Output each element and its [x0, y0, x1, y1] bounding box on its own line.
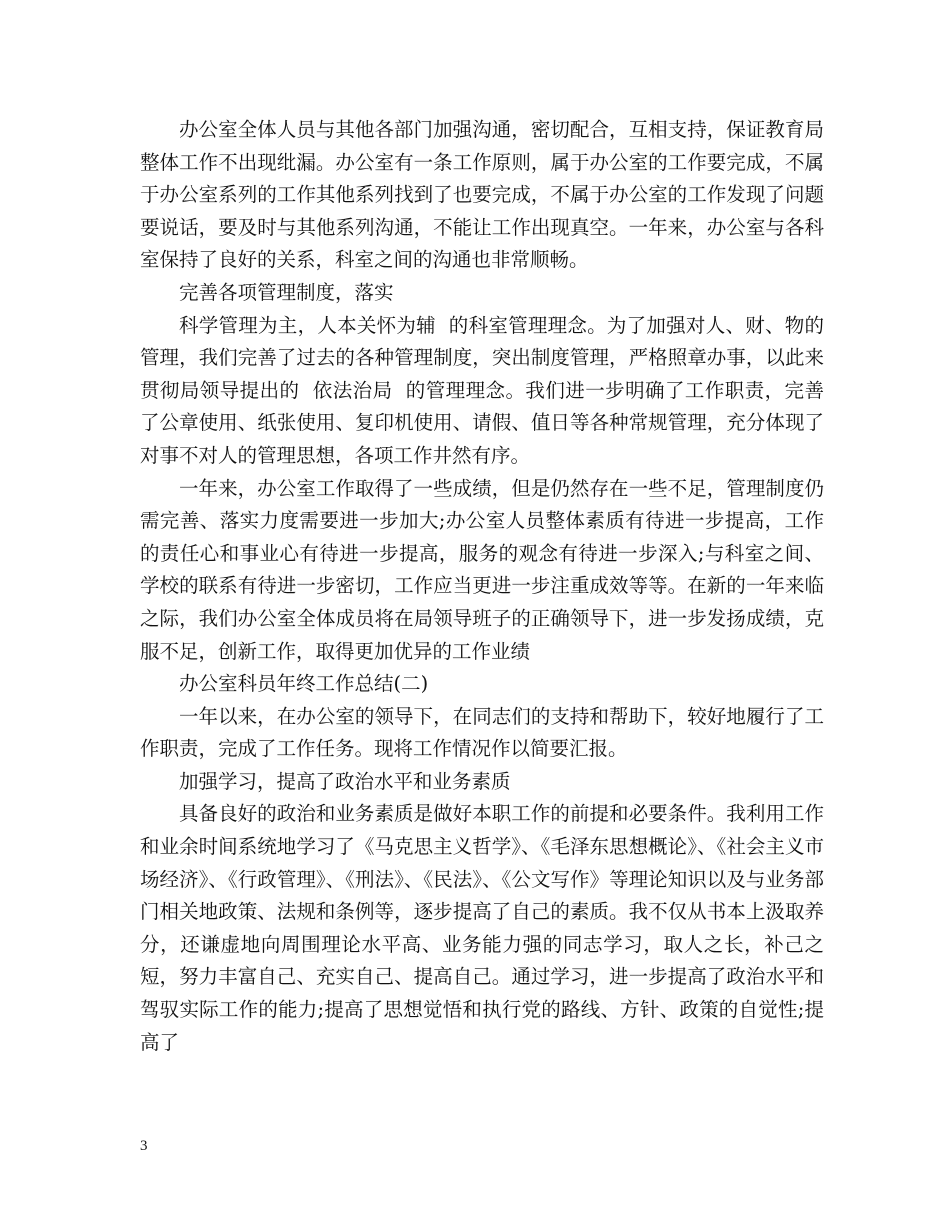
heading-management-system: 完善各项管理制度，落实	[179, 280, 394, 304]
paragraph-study-details: 具备良好的政治和业务素质是做好本职工作的前提和必要条件。我利用工作和业余时间系统地学习了《马克思主义哲学》、《毛泽东思想概论》、《社会主义市场经济》、《行政管理》、《刑法》、《民法》、《公文写作》等理论知识以及与业务部门相关地政策、法规和条例等，逐步提高了自己的素质。我不仅从书本上汲取养分，还谦虚地向周围理论水平高、业务能力强的同志学习，取人之长，补己之短，努力丰富自己、充实自己、提高自己。通过学习，进一步提高了政治水平和驾驭实际工作的能力;提高了思想觉悟和执行党的路线、方针、政策的自觉性;提高了	[140, 802, 824, 1054]
section-title-summary-two: 办公室科员年终工作总结(二)	[179, 672, 429, 696]
paragraph-shortcomings: 一年来，办公室工作取得了一些成绩，但是仍然存在一些不足，管理制度仍需完善、落实力度需要进一步加大;办公室人员整体素质有待进一步提高，工作的责任心和事业心有待进一步提高，服务的观念有待进一步深入;与科室之间、学校的联系有待进一步密切，工作应当更进一步注重成效等等。在新的一年来临之际，我们办公室全体成员将在局领导班子的正确领导下，进一步发扬成绩，克服不足，创新工作，取得更加优异的工作业绩	[140, 476, 824, 663]
paragraph-communication: 办公室全体人员与其他各部门加强沟通，密切配合，互相支持，保证教育局整体工作不出现纰漏。办公室有一条工作原则，属于办公室的工作要完成，不属于办公室系列的工作其他系列找到了也要完成，不属于办公室的工作发现了问题要说话，要及时与其他系列沟通，不能让工作出现真空。一年来，办公室与各科室保持了良好的关系，科室之间的沟通也非常顺畅。	[140, 118, 824, 272]
document-body	[140, 114, 824, 1059]
paragraph-intro: 一年以来，在办公室的领导下，在同志们的支持和帮助下，较好地履行了工作职责，完成了工作任务。现将工作情况作以简要汇报。	[140, 704, 824, 761]
paragraph-management-philosophy: 科学管理为主，人本关怀为辅 的科室管理理念。为了加强对人、财、物的管理，我们完善了过去的各种管理制度，突出制度管理，严格照章办事，以此来贯彻局领导提出的 依法治局 的管理理念。我们进一步明确了工作职责，完善了公章使用、纸张使用、复印机使用、请假、值日等各种常规管理，充分体现了对事不对人的管理思想，各项工作井然有序。	[140, 313, 824, 467]
heading-study: 加强学习，提高了政治水平和业务素质	[179, 769, 511, 793]
page-number: 3	[140, 1138, 148, 1154]
